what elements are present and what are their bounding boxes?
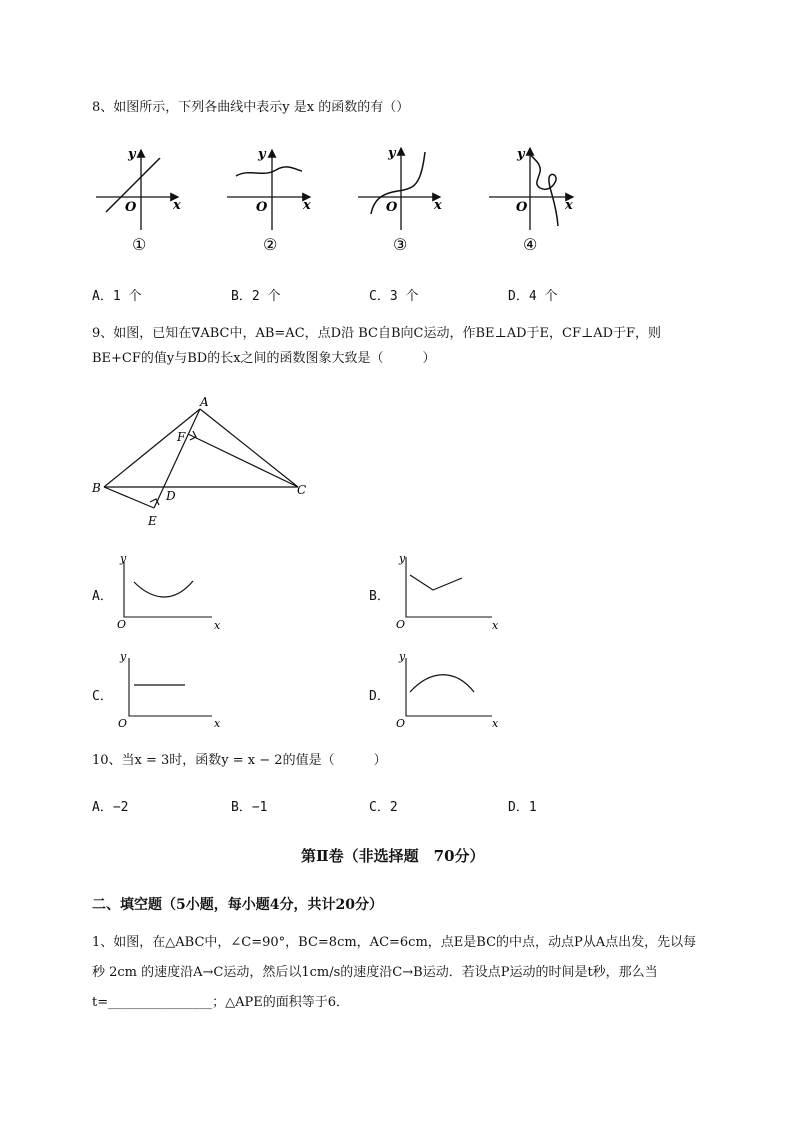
q9-label-d: D bbox=[166, 489, 176, 503]
q9-label-a: A bbox=[200, 395, 209, 409]
q8-graph-3-y: y bbox=[388, 146, 396, 161]
q8-graph-4-y: y bbox=[517, 147, 525, 162]
q9-graph-a bbox=[117, 552, 221, 632]
q10-option-a[interactable]: A．−2 bbox=[92, 800, 129, 815]
q9-graph-b bbox=[396, 552, 499, 632]
q9-graph-a-y: y bbox=[120, 552, 127, 565]
q8-option-a[interactable]: A．1 个 bbox=[92, 289, 142, 304]
q8-graph-2-y: y bbox=[258, 147, 266, 162]
q9-graph-b-curve bbox=[410, 575, 462, 590]
q10-option-c[interactable]: C．2 bbox=[369, 800, 398, 815]
q8-option-d[interactable]: D．4 个 bbox=[508, 289, 558, 304]
q9-question-line1: 9、如图，已知在∇ABC中，AB=AC，点D沿 BC自B向C运动，作BE⊥AD于E，CF⊥AD于F，则 bbox=[92, 326, 662, 341]
q9-graph-c-y: y bbox=[120, 650, 127, 663]
q9-option-c[interactable]: C． bbox=[92, 689, 113, 704]
q8-graph-3-x: x bbox=[434, 198, 442, 213]
q8-graph-2-o: O bbox=[256, 200, 268, 215]
q9-graph-d-o: O bbox=[396, 717, 406, 730]
q9-graph-d-y: y bbox=[399, 650, 406, 663]
q8-label-1: ① bbox=[132, 235, 147, 254]
q8-graph-3-o: O bbox=[386, 200, 398, 215]
q8-label-4: ④ bbox=[523, 235, 538, 254]
q8-graph-1-o: O bbox=[125, 200, 137, 215]
q8-label-3: ③ bbox=[393, 235, 408, 254]
q9-label-c: C bbox=[297, 483, 307, 497]
q9-graph-b-o: O bbox=[396, 618, 406, 631]
part2-title: 第Ⅱ卷（非选择题 70分） bbox=[301, 847, 485, 865]
q8-graph-4-x: x bbox=[565, 198, 573, 213]
q9-graph-a-x: x bbox=[214, 619, 221, 632]
part2-q1-line2: 秒 2cm 的速度沿A→C运动，然后以1cm/s的速度沿C→B运动．若设点P运动的时间是t秒，那么当 bbox=[92, 965, 658, 980]
q9-graph-b-x: x bbox=[492, 619, 499, 632]
q10-option-b[interactable]: B．−1 bbox=[231, 800, 268, 815]
q9-option-d[interactable]: D． bbox=[369, 689, 390, 704]
q9-label-e: E bbox=[148, 514, 157, 528]
q8-graph-1-y: y bbox=[128, 147, 136, 162]
q9-graph-d-x: x bbox=[492, 717, 499, 730]
q9-question-line2: BE+CF的值y与BD的长x之间的函数图象大致是（ ） bbox=[92, 351, 436, 366]
q9-graph-b-y: y bbox=[399, 552, 406, 565]
q8-question: 8、如图所示，下列各曲线中表示y 是x 的函数的有（） bbox=[92, 100, 410, 115]
q9-graph-d bbox=[396, 650, 499, 730]
q9-graph-c-x: x bbox=[214, 717, 221, 730]
q9-label-b: B bbox=[92, 481, 101, 495]
q10-question: 10、当x = 3时，函数y = x − 2的值是（ ） bbox=[92, 753, 387, 768]
q9-graph-c-o: O bbox=[118, 717, 128, 730]
q9-graph-c bbox=[118, 650, 221, 730]
part2-section-heading: 二、填空题（5小题，每小题4分，共计20分） bbox=[92, 897, 383, 913]
q10-option-d[interactable]: D．1 bbox=[508, 800, 537, 815]
q8-graph-4-o: O bbox=[516, 200, 528, 215]
q8-graph-1-x: x bbox=[173, 198, 181, 213]
q9-label-f: F bbox=[177, 430, 186, 444]
q9-graph-a-curve bbox=[134, 581, 193, 597]
q8-graph-2-x: x bbox=[303, 198, 311, 213]
q9-graph-a-o: O bbox=[117, 618, 127, 631]
q8-option-b[interactable]: B．2 个 bbox=[231, 289, 281, 304]
q8-option-c[interactable]: C．3 个 bbox=[369, 289, 419, 304]
q8-label-2: ② bbox=[263, 235, 278, 254]
part2-q1-line1: 1、如图，在△ABC中，∠C=90°，BC=8cm，AC=6cm，点E是BC的中点，动点P从A点出发，先以每 bbox=[92, 935, 697, 950]
q9-option-a[interactable]: A． bbox=[92, 589, 113, 604]
q9-option-b[interactable]: B． bbox=[369, 589, 390, 604]
q9-graph-d-curve bbox=[410, 675, 474, 692]
part2-q1-line3: t=________________；△APE的面积等于6． bbox=[92, 995, 350, 1010]
